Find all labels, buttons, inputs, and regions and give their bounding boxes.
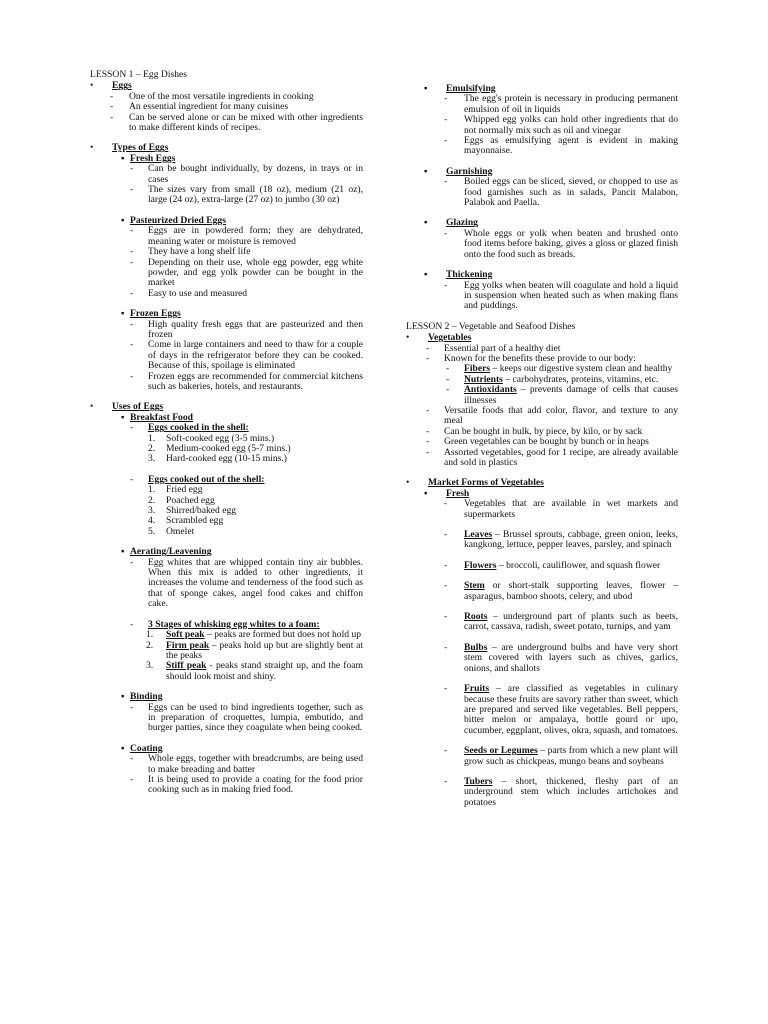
list-item [406,385,678,406]
dash-bullet-icon: - [444,279,448,291]
dash-bullet-icon: - [426,425,430,437]
list-item: Can be bought in bulk, by piece, by kilo, or by sack [444,425,643,437]
right-column [406,84,678,808]
bullet-icon: • [406,477,410,489]
list-item: Soft-cooked egg (3-5 mins.) [166,432,275,444]
list-item [90,454,363,464]
list-item: Frozen eggs are recommended for commercial kitchens such as bakeries, hotels, and restaurants. [148,370,363,392]
list-item: An essential ingredient for many cuisines [129,101,289,113]
dash-bullet-icon: - [444,114,448,126]
list-item [406,406,678,427]
list-item: The sizes vary from small (18 oz), medium (21 oz), large (24 oz), extra-large (27 oz) to jumbo (30 oz) [148,184,363,206]
part-desc: – parts from which a new plant will grow such as chickpeas, mungo beans and soybeans [464,745,679,767]
list-item: Egg yolks when beaten will coagulate and hold a liquid in suspension when heated such as when making flans and puddings. [464,279,678,312]
list-item [90,754,363,775]
benefit-desc: – carbohydrates, proteins, vitamins, etc. [502,373,659,385]
part-desc: – are underground bulbs and have very short stem covered with layers such as chives, garlics, onions, and shallots [464,641,678,674]
number-marker: 1. [148,484,156,496]
part-term: Stem [464,580,485,592]
list-item [406,94,678,115]
fresh-eggs-heading: Fresh Eggs [130,152,176,164]
dash-bullet-icon: - [426,436,430,448]
benefit-desc: – prevents damage of cells that causes illnesses [464,384,678,406]
list-item [90,289,363,299]
list-item: Can be served alone or can be mixed with other ingredients to make different kinds of recipes. [129,111,363,134]
in-shell-heading: Eggs cooked in the shell: [148,422,249,434]
list-item: One of the most versatile ingredients in cooking [129,90,314,102]
list-item [464,561,678,571]
uses-heading: Uses of Eggs [112,401,164,413]
list-item [90,558,363,610]
list-item: Whole eggs or yolk when beaten and brushed onto food items before baking, gives a gloss or glazed finish onto the food such as breads. [464,227,678,260]
number-marker: 2. [148,494,156,506]
dash-bullet-icon: - [446,384,450,396]
list-item [90,164,363,185]
list-item: It is being used to provide a coating for the food prior cooking such as in making fried food. [148,773,363,796]
part-desc: – are classified as vegetables in culinary because these fruits are savory rather than sweet, which are prepared and served like vegetables. Bell peppers, bitter melon or ampalaya, bottle gourd or upo, cucumber, eggplant, olives, okra, squash, and tomatoes. [464,683,678,736]
dash-bullet-icon: - [130,225,134,237]
stage-desc: – peaks hold up but are slightly bent at the peaks [166,639,363,661]
dash-bullet-icon: - [130,422,134,434]
dash-bullet-icon: - [444,611,448,623]
list-item [90,185,363,206]
bullet-icon: • [406,332,410,344]
square-bullet-icon: ▪ [121,691,125,703]
dash-bullet-icon: - [130,370,134,382]
benefit-term: Nutrients [464,373,503,385]
list-item [406,561,678,571]
dash-bullet-icon: - [130,163,134,175]
list-item: Eggs are in powdered form; they are dehydrated, meaning water or moisture is removed [148,225,363,247]
list-item [406,643,678,674]
list-item [90,258,363,289]
left-column [90,70,363,796]
list-item [406,177,678,208]
list-item: Poached egg [166,494,215,506]
dash-bullet-icon: - [130,473,134,485]
benefit-desc: – keeps our digestive system clean and healthy [490,363,673,375]
dash-bullet-icon: - [426,446,430,458]
dash-bullet-icon: - [426,342,430,354]
dash-bullet-icon: - [130,701,134,713]
list-item [90,506,363,516]
list-item [90,775,363,796]
square-bullet-icon: ▪ [121,308,125,320]
number-marker: 2. [148,443,156,454]
number-marker: 3. [148,505,156,517]
square-bullet-icon: ▪ [424,269,428,281]
square-bullet-icon: ▪ [121,546,125,558]
coating-heading: Coating [130,742,163,754]
list-item: Green vegetables can be bought by bunch or in heaps [444,436,649,448]
part-term: Fruits [464,683,490,695]
square-bullet-icon: ▪ [121,411,125,423]
dash-bullet-icon: - [130,773,134,785]
aerating-heading: Aerating/Leavening [130,546,212,558]
market-forms-heading: Market Forms of Vegetables [428,477,544,489]
list-item [90,527,363,537]
dash-bullet-icon: - [130,339,134,351]
eggs-heading: Eggs [112,80,132,92]
list-item [90,247,363,257]
list-item [464,643,678,674]
list-item [464,746,678,767]
list-item: Fried egg [166,484,203,496]
list-item: Omelet [166,525,195,537]
dash-bullet-icon: - [130,318,134,330]
bullet-icon: • [90,80,94,92]
list-item: Hard-cooked egg (10-15 mins.) [166,453,287,465]
eggs-points [90,92,363,134]
list-item: Medium-cooked egg (5-7 mins.) [166,443,291,454]
list-item: Boiled eggs can be sliced, sieved, or chopped to use as food garnishes such as in salads, Pancit Malabon, Palabok and Paella. [464,176,678,209]
square-bullet-icon: ▪ [121,742,125,754]
dash-bullet-icon: - [444,529,448,541]
list-item [90,516,363,526]
list-item [90,226,363,247]
list-item: Depending on their use, whole egg powder, egg white powder, and egg yolk powder can be bought in the market [148,256,363,289]
part-term: Flowers [464,559,497,571]
dash-bullet-icon: - [444,176,448,188]
stage-desc: – peaks are formed but does not hold up [204,629,362,641]
square-bullet-icon: ▪ [424,487,428,499]
dash-bullet-icon: - [130,618,134,630]
dash-bullet-icon: - [130,246,134,258]
part-term: Seeds or Legumes [464,745,538,757]
list-item [406,530,678,551]
part-term: Bulbs [464,641,488,653]
list-item: Known for the benefits these provide to our body: [444,352,636,364]
list-item [166,661,363,682]
dash-bullet-icon: - [446,363,450,375]
part-desc: or short-stalk supporting leaves, flower – asparagus, bamboo shoots, celery, and ubod [464,580,678,602]
dash-bullet-icon: - [444,745,448,757]
list-item [406,746,678,767]
frozen-heading: Frozen Eggs [130,308,181,320]
dash-bullet-icon: - [426,352,430,364]
number-marker: 2. [146,639,154,651]
list-item [90,661,363,682]
dash-bullet-icon: - [130,184,134,196]
stage-term: Soft peak [166,629,205,641]
breakfast-heading: Breakfast Food [130,411,193,423]
types-heading: Types of Eggs [112,142,169,154]
list-item [406,581,678,602]
stage-desc: - peaks stand straight up, and the foam should look moist and shiny. [166,660,363,682]
part-desc: – Brussel sprouts, cabbage, green onion, leeks, kangkong, lettuce, pepper leaves, parsley, and spinach [464,529,678,551]
list-item [406,777,678,808]
dash-bullet-icon: - [110,90,114,102]
list-item [90,475,363,485]
dash-bullet-icon: - [446,373,450,385]
binding-heading: Binding [130,691,163,703]
number-marker: 3. [146,660,154,672]
list-item [90,641,363,662]
list-item [90,320,363,341]
stage-term: Firm peak [166,639,210,651]
dash-bullet-icon: - [110,111,114,123]
list-item: Whole eggs, together with breadcrumbs, are being used to make breading and batter [148,753,363,775]
dash-bullet-icon: - [444,498,448,510]
list-item [464,581,678,602]
list-item [464,777,678,808]
bullet-icon: • [90,142,94,154]
glazing-heading: Glazing [446,217,478,229]
dash-bullet-icon: - [444,227,448,239]
list-item [406,229,678,260]
benefit-term: Antioxidants [464,384,517,396]
square-bullet-icon: ▪ [424,217,428,229]
pasteurized-heading: Pasteurized Dried Eggs [130,214,226,226]
vegetables-heading: Vegetables [428,332,472,344]
list-item [406,499,678,520]
dash-bullet-icon: - [444,559,448,571]
list-item [90,113,363,134]
list-item: Vegetables that are available in wet markets and supermarkets [464,498,678,520]
list-item [406,115,678,136]
number-marker: 4. [148,515,156,527]
lesson-2-title: LESSON 2 – Vegetable and Seafood Dishes [406,320,576,332]
list-item: Easy to use and measured [148,287,248,299]
square-bullet-icon: ▪ [121,152,125,164]
dash-bullet-icon: - [130,256,134,268]
dash-bullet-icon: - [444,580,448,592]
list-item: Essential part of a healthy diet [444,342,561,354]
list-item: Scrambled egg [166,515,224,527]
dash-bullet-icon: - [444,135,448,147]
part-term: Tubers [464,775,493,787]
dash-bullet-icon: - [444,775,448,787]
list-item [464,530,678,551]
part-desc: – short, thickened, fleshy part of an underground stem which includes artichokes and potatoes [464,775,678,808]
garnishing-heading: Garnishing [446,165,493,177]
number-marker: 3. [148,453,156,465]
list-item [90,372,363,393]
list-item [90,703,363,734]
stages-heading: 3 Stages of whisking egg whites to a foam: [148,618,320,630]
dash-bullet-icon: - [444,93,448,105]
list-item [406,136,678,157]
list-item: They have a long shelf life [148,246,251,258]
number-marker: 1. [148,432,156,444]
part-term: Roots [464,611,488,623]
thickening-heading: Thickening [446,269,493,281]
number-marker: 5. [148,525,156,537]
dash-bullet-icon: - [130,287,134,299]
list-item: Versatile foods that add color, flavor, and texture to any meal [444,404,678,427]
list-item [464,385,678,406]
dash-bullet-icon: - [426,404,430,416]
dash-bullet-icon: - [444,683,448,695]
bullet-icon: • [90,401,94,413]
square-bullet-icon: ▪ [424,83,428,94]
dash-bullet-icon: - [130,556,134,568]
list-item [464,612,678,633]
list-item: Can be bought individually, by dozens, in trays or in cases [148,163,363,185]
fresh-heading: Fresh [446,487,470,499]
square-bullet-icon: ▪ [424,165,428,177]
part-term: Leaves [464,529,493,541]
dash-bullet-icon: - [130,753,134,765]
list-item: High quality fresh eggs that are pasteurized and then frozen [148,318,363,340]
list-item: Shirred/baked egg [166,505,237,517]
list-item [406,281,678,312]
part-desc: – underground part of plants such as beets, carrot, cassava, radish, sweet potato, turnips, and yam [464,611,678,633]
list-item [90,485,363,495]
out-shell-heading: Eggs cooked out of the shell: [148,473,265,485]
list-item: Eggs as emulsifying agent is evident in making mayonnaise. [464,135,678,157]
list-item: Eggs can be used to bind ingredients together, such as in preparation of croquettes, lumpia, embutido, and burger patties, since they coagulate when being cooked. [148,701,363,734]
list-item: Egg whites that are whipped contain tiny air bubbles. When this mix is added to other ingredients, it increases the volume and tenderness of the food such as that of sponge cakes, angel food cakes and chiffon cake. [148,556,363,610]
list-item [90,340,363,371]
list-item: Whipped egg yolks can hold other ingredients that do not normally mix such as oil and vinegar [464,114,678,136]
list-item [406,684,678,736]
dash-bullet-icon: - [444,641,448,653]
list-item: The egg's protein is necessary in producing permanent emulsion of oil in liquids [464,93,678,115]
list-item [406,448,678,469]
list-item [406,612,678,633]
square-bullet-icon: ▪ [121,214,125,226]
lesson-1-title: LESSON 1 – Egg Dishes [90,69,188,80]
emulsifying-heading: Emulsifying [446,83,496,94]
list-item [464,684,678,736]
dash-bullet-icon: - [110,101,114,113]
list-item: Come in large containers and need to thaw for a couple of days in the refrigerator before they can be cooked. Because of this, spoilage is eliminated [148,339,363,372]
number-marker: 1. [146,629,154,641]
benefit-term: Fibers [464,363,491,375]
stage-term: Stiff peak [166,660,207,672]
part-desc: – broccoli, cauliflower, and squash flower [496,559,661,571]
list-item: Assorted vegetables, good for 1 recipe, are already available and sold in plastics [444,446,678,468]
list-item [166,641,363,662]
